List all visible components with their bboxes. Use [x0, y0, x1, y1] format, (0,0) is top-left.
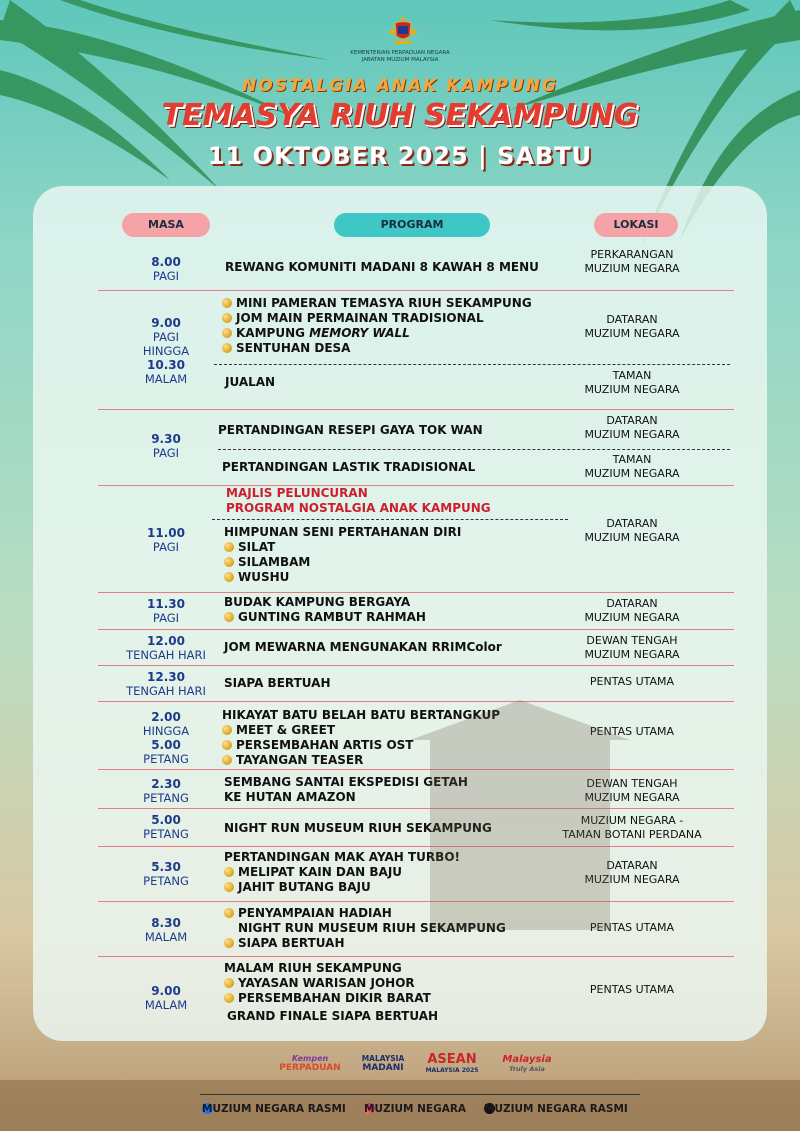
- time-period: MALAM: [144, 930, 188, 944]
- location-line: DATARAN: [606, 517, 658, 530]
- time-period: MALAM: [144, 998, 188, 1012]
- location-line: DATARAN: [606, 597, 658, 610]
- location-line: MUZIUM NEGARA: [584, 531, 680, 544]
- location-line: PENTAS UTAMA: [589, 983, 675, 996]
- location-line: MUZIUM NEGARA: [584, 327, 680, 340]
- list-item-label: PENYAMPAIAN HADIAH: [238, 906, 392, 920]
- gold-bullet-icon: [224, 612, 234, 622]
- gold-bullet-icon: [224, 557, 234, 567]
- list-item-label: YAYASAN WARISAN JOHOR: [238, 976, 415, 990]
- row-2-location: [542, 313, 722, 341]
- time-period: PETANG: [143, 874, 189, 888]
- list-item-label: SIAPA BERTUAH: [238, 936, 345, 950]
- location-line: MUZIUM NEGARA: [584, 611, 680, 624]
- program-line: KE HUTAN AMAZON: [224, 790, 356, 804]
- government-crest-icon: [388, 14, 418, 46]
- program-finale: GRAND FINALE SIAPA BERTUAH: [227, 1009, 439, 1023]
- location-line: MUZIUM NEGARA: [584, 467, 680, 480]
- location-line: MUZIUM NEGARA: [584, 873, 680, 886]
- list-item-label: PERSEMBAHAN ARTIS OST: [236, 738, 414, 752]
- row-5-program: [224, 595, 426, 625]
- location-line: PENTAS UTAMA: [589, 921, 675, 934]
- time-hingga: HINGGA: [142, 724, 190, 738]
- time-period: PETANG: [143, 791, 189, 805]
- time-value: 5.30: [151, 860, 181, 874]
- logo-text: PERPADUAN: [279, 1063, 341, 1073]
- list-item-label: MINI PAMERAN TEMASYA RIUH SEKAMPUNG: [236, 296, 532, 310]
- logo-text: MALAYSIA 2025: [425, 1067, 479, 1074]
- logo-text: MADANI: [362, 1063, 404, 1073]
- row-7-time: [96, 670, 236, 698]
- list-item-label: SENTUHAN DESA: [236, 341, 351, 355]
- dashed-divider: [218, 449, 730, 450]
- logo-text: ASEAN: [427, 1052, 477, 1067]
- logo-text: Kempen: [291, 1054, 329, 1063]
- list-item-label: WUSHU: [238, 570, 290, 584]
- row-7-location: [542, 675, 722, 689]
- time-period: PETANG: [143, 827, 189, 841]
- time-period: PAGI: [152, 540, 180, 554]
- row-2-program-list: [222, 296, 532, 356]
- row-separator: [98, 409, 734, 410]
- instagram-label: MUZIUM NEGARA: [364, 1103, 467, 1115]
- launch-line: PROGRAM NOSTALGIA ANAK KAMPUNG: [226, 501, 491, 515]
- row-7-program: SIAPA BERTUAH: [224, 676, 331, 690]
- event-date: 11 OKTOBER 2025 | SABTU: [207, 142, 593, 170]
- logo-kempen-perpaduan: [272, 1054, 348, 1073]
- event-subtitle: NOSTALGIA ANAK KAMPUNG: [242, 76, 558, 96]
- dashed-divider: [212, 519, 568, 520]
- time-period: MALAM: [144, 372, 188, 386]
- list-item-label: PERSEMBAHAN DIKIR BARAT: [238, 991, 431, 1005]
- location-line: TAMAN: [612, 453, 652, 466]
- logo-text: Truly Asia: [509, 1065, 545, 1073]
- program-heading: MALAM RIUH SEKAMPUNG: [224, 961, 402, 975]
- list-item: [224, 570, 461, 585]
- program-heading: BUDAK KAMPUNG BERGAYA: [224, 595, 411, 609]
- list-item: [222, 341, 532, 356]
- program-line: NIGHT RUN MUSEUM RIUH SEKAMPUNG: [238, 921, 506, 935]
- gold-bullet-icon: [222, 328, 232, 338]
- list-item-label: MEET & GREET: [236, 723, 336, 737]
- time-value: 8.00: [151, 255, 181, 269]
- time-value: 2.30: [151, 777, 181, 791]
- dashed-divider: [214, 364, 730, 365]
- time-value: 9.30: [151, 432, 181, 446]
- launch-line: MAJLIS PELUNCURAN: [226, 486, 368, 500]
- location-line: MUZIUM NEGARA: [584, 648, 680, 661]
- location-line: TAMAN: [612, 369, 652, 382]
- time-value: 5.00: [151, 738, 181, 752]
- location-line: MUZIUM NEGARA: [584, 791, 680, 804]
- row-3-location-1: [542, 414, 722, 442]
- location-line: MUZIUM NEGARA: [584, 262, 680, 275]
- column-header-masa: MASA: [122, 213, 210, 237]
- time-period: PAGI: [152, 446, 180, 460]
- row-2-sub-program: JUALAN: [225, 375, 276, 389]
- row-6-time: [96, 634, 236, 662]
- program-heading: HIMPUNAN SENI PERTAHANAN DIRI: [224, 525, 462, 539]
- program-heading: HIKAYAT BATU BELAH BATU BERTANGKUP: [222, 708, 501, 722]
- time-value: 11.00: [147, 526, 185, 540]
- row-1-program: REWANG KOMUNITI MADANI 8 KAWAH 8 MENU: [225, 260, 539, 274]
- row-separator: [98, 629, 734, 630]
- location-line: DATARAN: [606, 414, 658, 427]
- ministry-line-1: KEMENTERIAN PERPADUAN NEGARA: [350, 50, 450, 56]
- gold-bullet-icon: [222, 313, 232, 323]
- list-item-label-italic: MEMORY WALL: [309, 326, 410, 340]
- list-item: [222, 326, 532, 341]
- list-item: [224, 555, 461, 570]
- list-item-label: SILAMBAM: [238, 555, 311, 569]
- logo-visit-malaysia: [492, 1054, 562, 1073]
- tiktok-label: MUZIUM NEGARA RASMI: [484, 1103, 628, 1115]
- row-6-location: [542, 634, 722, 662]
- event-title: TEMASYA RIUH SEKAMPUNG: [161, 98, 639, 133]
- row-2-time: [96, 316, 236, 386]
- time-period: TENGAH HARI: [126, 648, 206, 662]
- ministry-line-2: JABATAN MUZIUM MALAYSIA: [361, 57, 439, 63]
- time-value: 12.30: [147, 670, 185, 684]
- partner-logos: [0, 1050, 800, 1090]
- row-1-time: [96, 255, 236, 283]
- gold-bullet-icon: [224, 572, 234, 582]
- time-period: PAGI: [152, 611, 180, 625]
- row-1-location: [542, 248, 722, 276]
- logo-text: MALAYSIA: [361, 1054, 405, 1063]
- row-separator: [98, 290, 734, 291]
- list-item-label: GUNTING RAMBUT RAHMAH: [238, 610, 426, 624]
- footer-divider: [200, 1094, 640, 1095]
- time-value: 9.00: [151, 316, 181, 330]
- program-line: SEMBANG SANTAI EKSPEDISI GETAH: [224, 775, 468, 789]
- list-item: [224, 610, 426, 625]
- row-separator: [98, 592, 734, 593]
- location-line: MUZIUM NEGARA: [584, 428, 680, 441]
- time-period: PETANG: [143, 752, 189, 766]
- program-heading: PERTANDINGAN MAK AYAH TURBO!: [224, 850, 460, 864]
- row-10-program: NIGHT RUN MUSEUM RIUH SEKAMPUNG: [224, 821, 492, 835]
- time-period: TENGAH HARI: [126, 684, 206, 698]
- list-item: [222, 296, 532, 311]
- time-value: 5.00: [151, 813, 181, 827]
- row-4-location: [542, 517, 722, 545]
- column-header-lokasi: LOKASI: [594, 213, 678, 237]
- time-period: PAGI: [152, 269, 180, 283]
- row-4-time: [96, 526, 236, 554]
- gold-bullet-icon: [222, 298, 232, 308]
- ministry-label: [300, 50, 500, 64]
- time-hingga: HINGGA: [142, 344, 190, 358]
- gold-bullet-icon: [222, 343, 232, 353]
- time-period: PAGI: [152, 330, 180, 344]
- row-3-program-2: PERTANDINGAN LASTIK TRADISIONAL: [222, 460, 476, 474]
- list-item-label: TAYANGAN TEASER: [236, 753, 364, 767]
- row-separator: [98, 665, 734, 666]
- location-line: PENTAS UTAMA: [589, 725, 675, 738]
- location-line: DEWAN TENGAH: [586, 777, 678, 790]
- location-line: DATARAN: [606, 313, 658, 326]
- logo-asean-malaysia-2025: [418, 1052, 486, 1074]
- row-6-program: JOM MEWARNA MENGUNAKAN RRIMColor: [224, 640, 502, 654]
- row-2-sub-location: [542, 369, 722, 397]
- list-item-label: MELIPAT KAIN DAN BAJU: [238, 865, 403, 879]
- facebook-label: MUZIUM NEGARA RASMI: [202, 1103, 346, 1115]
- page-header: [0, 0, 800, 190]
- row-4-program-list: [224, 525, 461, 585]
- location-line: DEWAN TENGAH: [586, 634, 678, 647]
- social-footer: [200, 1099, 640, 1117]
- time-value: 12.00: [147, 634, 185, 648]
- logo-malaysia-madani: [352, 1054, 414, 1073]
- list-item-label: JOM MAIN PERMAINAN TRADISIONAL: [236, 311, 484, 325]
- list-item: [224, 540, 461, 555]
- location-line: PENTAS UTAMA: [589, 675, 675, 688]
- row-4-launch: [226, 486, 491, 516]
- row-5-time: [96, 597, 236, 625]
- gold-bullet-icon: [224, 542, 234, 552]
- location-line: TAMAN BOTANI PERDANA: [562, 828, 702, 841]
- location-line: MUZIUM NEGARA -: [580, 814, 684, 827]
- location-line: MUZIUM NEGARA: [584, 383, 680, 396]
- location-line: DATARAN: [606, 859, 658, 872]
- list-item-label: JAHIT BUTANG BAJU: [238, 880, 371, 894]
- time-value: 2.00: [151, 710, 181, 724]
- logo-text: Malaysia: [502, 1054, 552, 1065]
- column-header-program: PROGRAM: [334, 213, 490, 237]
- list-item-label: KAMPUNG: [236, 326, 310, 340]
- row-3-location-2: [542, 453, 722, 481]
- location-line: PERKARANGAN: [590, 248, 674, 261]
- row-3-time: [96, 432, 236, 460]
- time-value: 8.30: [151, 916, 181, 930]
- row-5-location: [542, 597, 722, 625]
- time-value: 10.30: [147, 358, 185, 372]
- time-value: 11.30: [147, 597, 185, 611]
- list-item-label: SILAT: [238, 540, 276, 554]
- list-item: [222, 311, 532, 326]
- time-value: 9.00: [151, 984, 181, 998]
- row-3-program-1: PERTANDINGAN RESEPI GAYA TOK WAN: [218, 423, 483, 437]
